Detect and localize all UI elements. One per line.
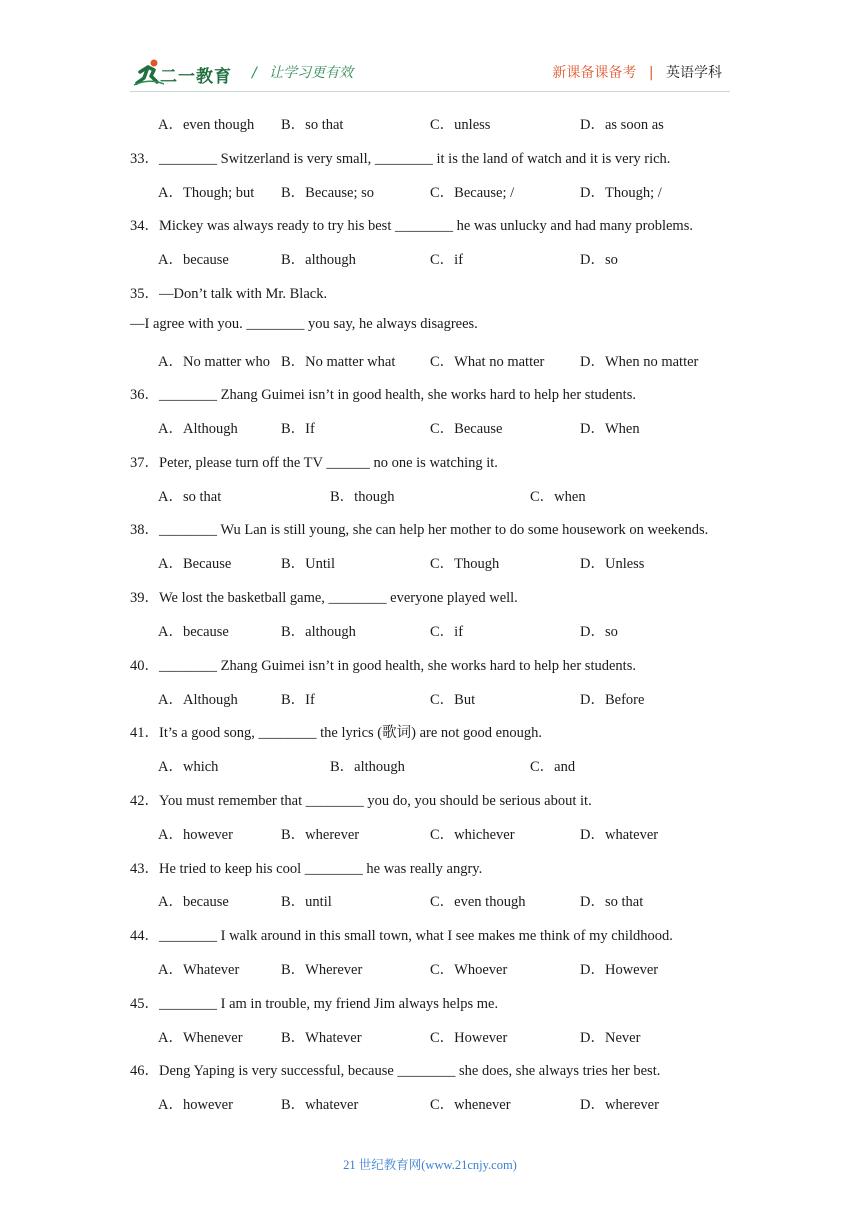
option-c: C．Whoever xyxy=(430,962,508,978)
question-stem-dialogue: —I agree with you. ________ you say, he always disagrees. xyxy=(130,316,478,332)
option-c: C．Because xyxy=(430,421,503,437)
option-d: D．Before xyxy=(580,692,645,708)
question-stem: 40．________ Zhang Guimei isn’t in good health, she works hard to help her students. xyxy=(130,658,636,674)
option-d: D．wherever xyxy=(580,1097,659,1113)
option-a: A．Whenever xyxy=(158,1030,243,1046)
logo-text: 二一教育 xyxy=(160,67,232,87)
option-a: A．Though; but xyxy=(158,185,255,201)
option-c: C．if xyxy=(430,252,464,268)
option-c: C．whichever xyxy=(430,827,515,843)
header-course-label: 新课备课备考 xyxy=(552,65,637,81)
option-b: B．though xyxy=(330,489,395,505)
option-a: A．because xyxy=(158,894,229,910)
option-c: C．whenever xyxy=(430,1097,511,1113)
option-c: C．even though xyxy=(430,894,526,910)
slogan xyxy=(252,62,353,82)
option-a: A．which xyxy=(158,759,219,775)
option-b: B．If xyxy=(281,421,315,437)
page-header xyxy=(130,56,730,90)
option-b: B．No matter what xyxy=(281,354,396,370)
header-separator: | xyxy=(648,65,654,81)
header-subject xyxy=(552,62,722,82)
question-stem: 44．________ I walk around in this small town, what I see makes me think of my childhood. xyxy=(130,928,673,944)
page-footer[interactable]: 21 世纪教育网(www.21cnjy.com) xyxy=(343,1158,517,1172)
question-stem: 35．—Don’t talk with Mr. Black. xyxy=(130,286,328,302)
option-c: C．Because; / xyxy=(430,185,515,201)
option-a: A．because xyxy=(158,624,229,640)
option-a: A．Whatever xyxy=(158,962,240,978)
question-stem: 43．He tried to keep his cool ________ he was really angry. xyxy=(130,861,483,877)
option-b: B．although xyxy=(281,624,356,640)
option-d: D．Though; / xyxy=(580,185,662,201)
option-c: C．However xyxy=(430,1030,508,1046)
option-d: D．so that xyxy=(580,894,644,910)
question-stem: 33．________ Switzerland is very small, ________ it is the land of watch and it is very rich. xyxy=(130,151,671,167)
slogan-text: 让学习更有效 xyxy=(269,65,354,81)
option-b: B．wherever xyxy=(281,827,360,843)
option-b: B．so that xyxy=(281,117,344,133)
option-d: D．However xyxy=(580,962,659,978)
question-stem: 41．It’s a good song, ________ the lyrics (歌词) are not good enough. xyxy=(130,725,542,741)
option-b: B．until xyxy=(281,894,332,910)
option-b: B．Because; so xyxy=(281,185,375,201)
option-a: A．however xyxy=(158,827,233,843)
option-c: C．Though xyxy=(430,556,500,572)
option-c: C．when xyxy=(530,489,586,505)
option-b: B．although xyxy=(330,759,405,775)
option-a: A．so that xyxy=(158,489,222,505)
question-stem: 38．________ Wu Lan is still young, she can help her mother to do some housework on weekends. xyxy=(130,522,709,538)
option-a: A．however xyxy=(158,1097,233,1113)
option-d: D．When no matter xyxy=(580,354,699,370)
option-d: D．Never xyxy=(580,1030,641,1046)
option-a: A．Although xyxy=(158,692,238,708)
option-b: B．Until xyxy=(281,556,335,572)
question-stem: 45．________ I am in trouble, my friend Jim always helps me. xyxy=(130,996,499,1012)
option-b: B．Whatever xyxy=(281,1030,362,1046)
question-stem: 42．You must remember that ________ you do, you should be serious about it. xyxy=(130,793,592,809)
option-a: A．even though xyxy=(158,117,255,133)
logo xyxy=(130,56,240,90)
option-d: D．Unless xyxy=(580,556,645,572)
question-stem: 36．________ Zhang Guimei isn’t in good health, she works hard to help her students. xyxy=(130,387,636,403)
option-a: A．Although xyxy=(158,421,238,437)
option-a: A．Because xyxy=(158,556,232,572)
option-c: C．unless xyxy=(430,117,491,133)
option-b: B．Wherever xyxy=(281,962,363,978)
option-d: D．as soon as xyxy=(580,117,664,133)
option-b: B．although xyxy=(281,252,356,268)
option-c: C．if xyxy=(430,624,464,640)
slogan-prefix: / xyxy=(252,65,257,81)
header-subject-label: 英语学科 xyxy=(666,65,722,81)
header-divider xyxy=(130,91,730,92)
option-b: B．If xyxy=(281,692,315,708)
question-stem: 39．We lost the basketball game, ________ everyone played well. xyxy=(130,590,518,606)
option-c: C．But xyxy=(430,692,476,708)
question-stem: 34．Mickey was always ready to try his best ________ he was unlucky and had many problems. xyxy=(130,218,693,234)
question-stem: 46．Deng Yaping is very successful, because ________ she does, she always tries her best. xyxy=(130,1063,661,1079)
option-d: D．When xyxy=(580,421,640,437)
option-c: C．What no matter xyxy=(430,354,545,370)
option-d: D．whatever xyxy=(580,827,659,843)
option-b: B．whatever xyxy=(281,1097,359,1113)
option-d: D．so xyxy=(580,252,618,268)
option-d: D．so xyxy=(580,624,618,640)
option-c: C．and xyxy=(530,759,576,775)
question-stem: 37．Peter, please turn off the TV ______ no one is watching it. xyxy=(130,455,498,471)
option-a: A．because xyxy=(158,252,229,268)
option-a: A．No matter who xyxy=(158,354,270,370)
